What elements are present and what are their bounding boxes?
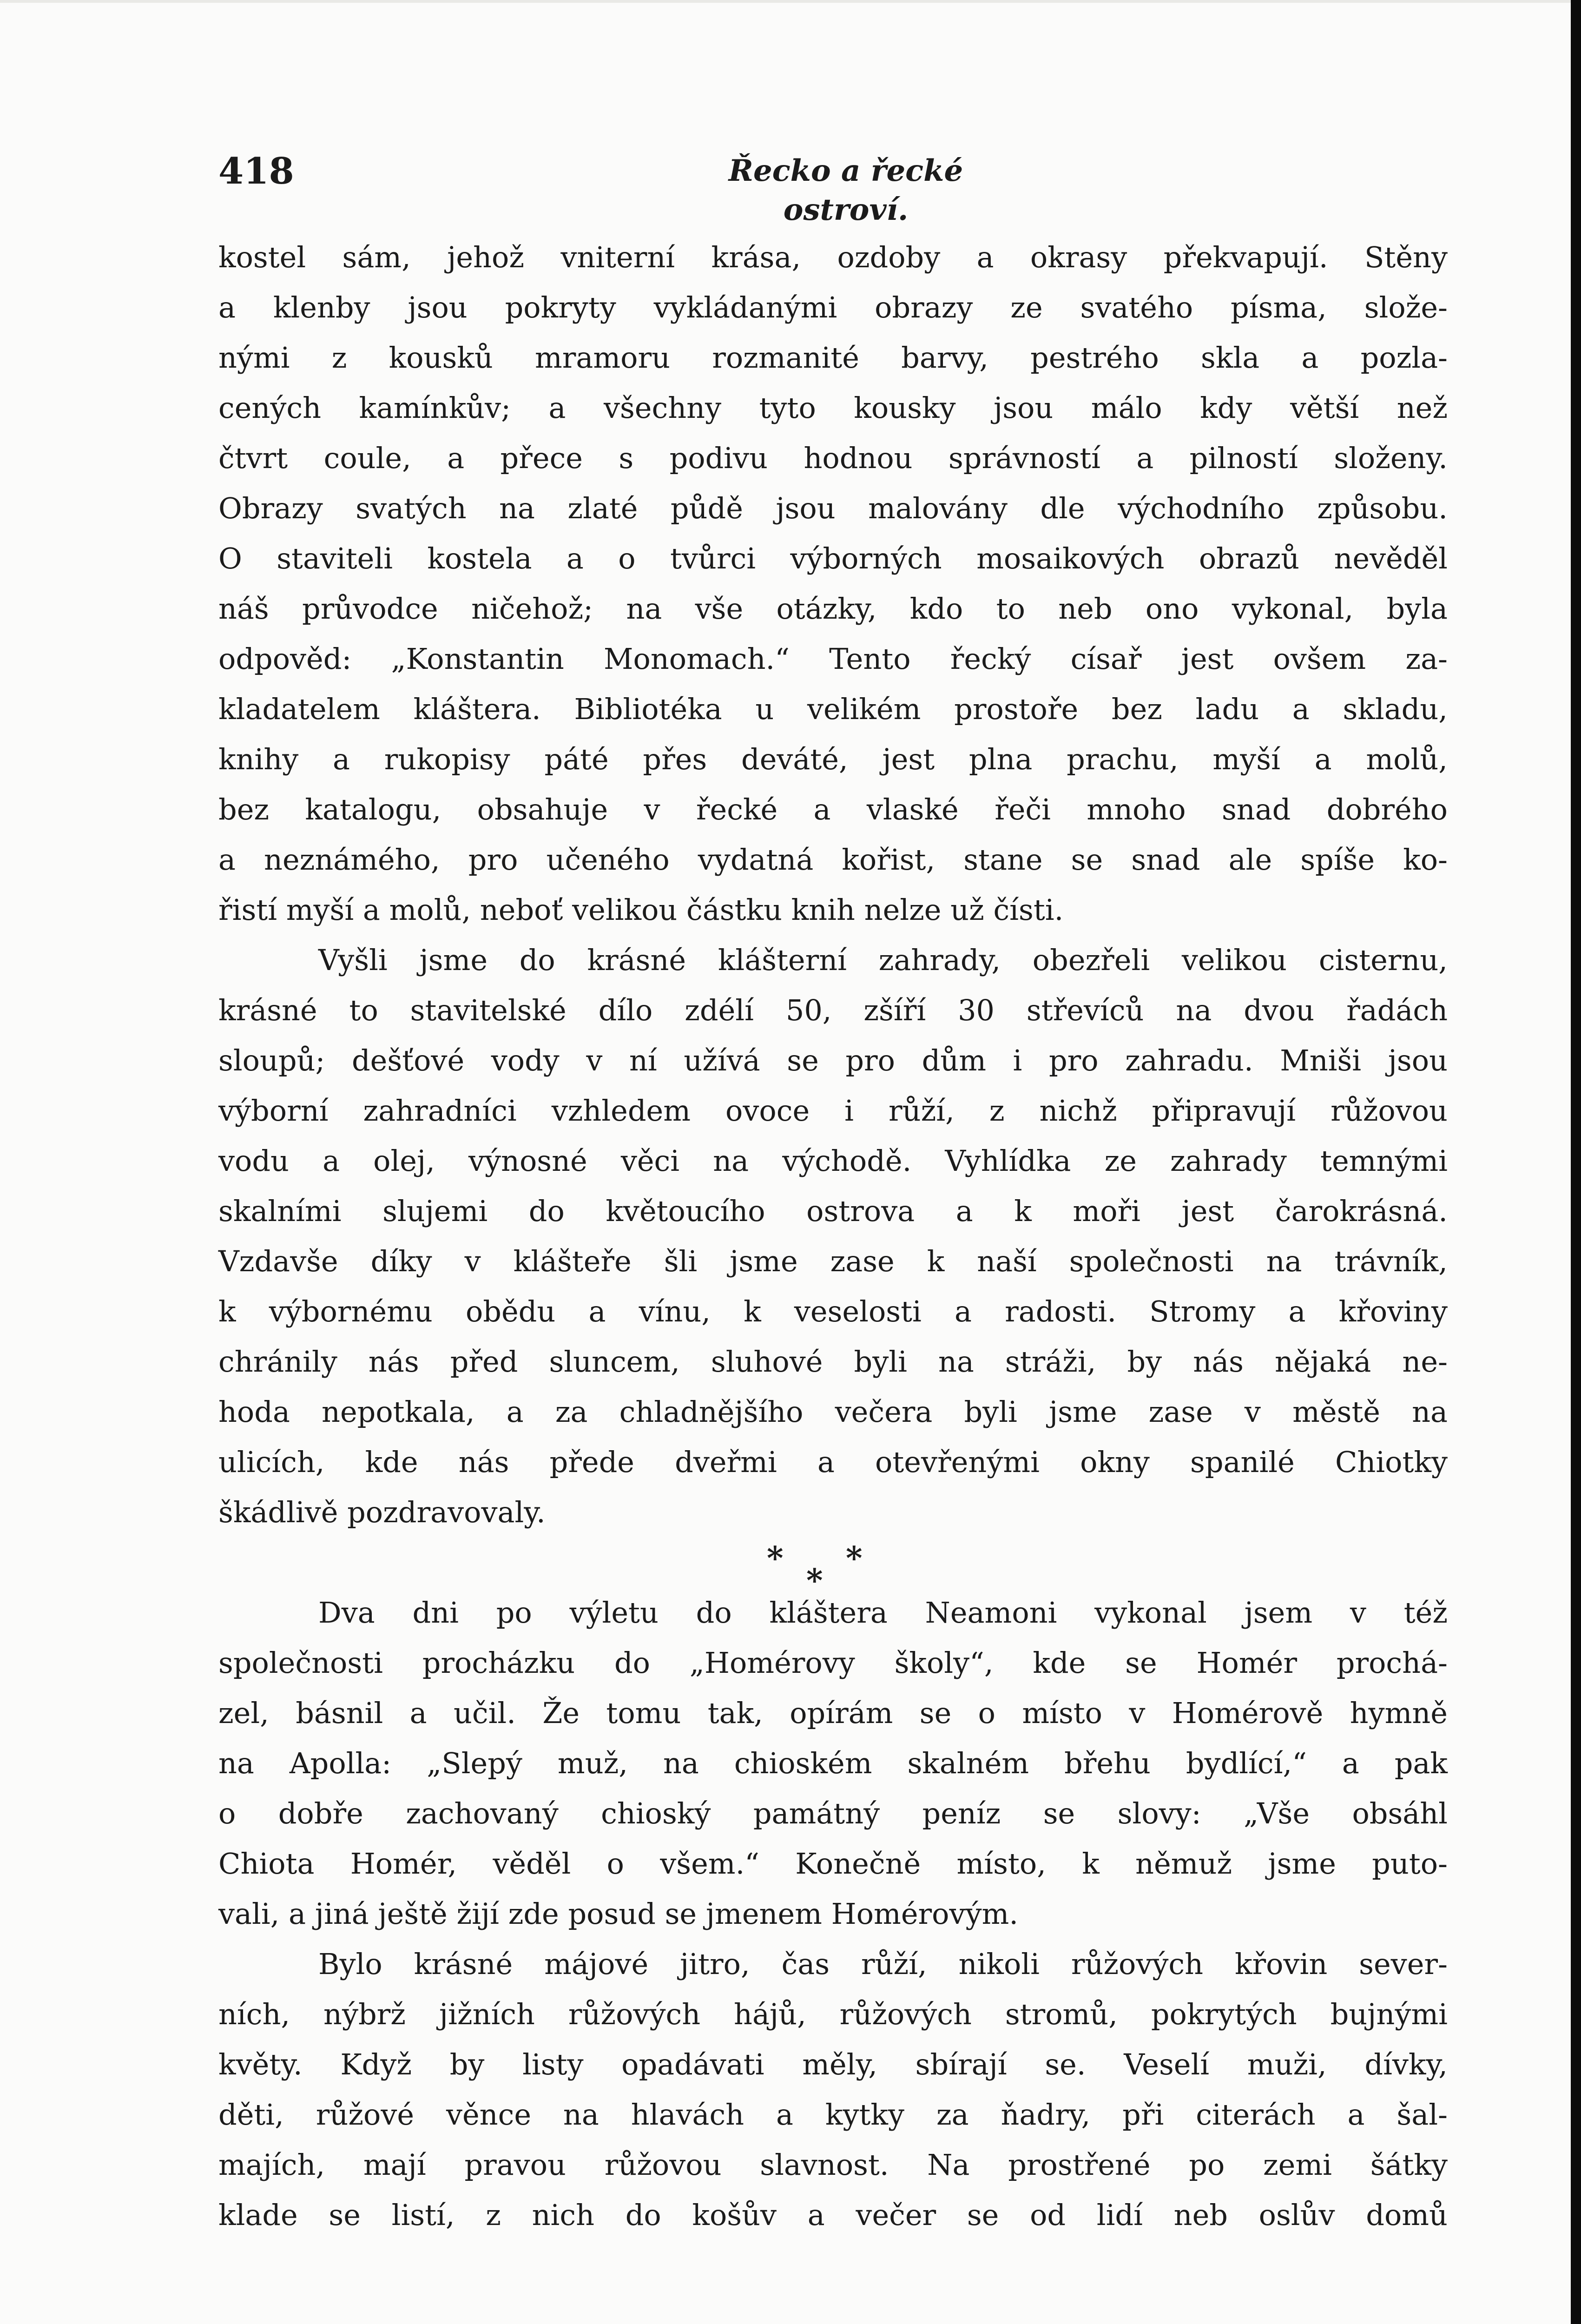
text-line: ulicích, kde nás přede dveřmi a otevřenými okny spanilé Chiotky — [218, 1445, 1448, 1479]
text-line: výborní zahradníci vzhledem ovoce i růží, z nichž připravují růžovou — [218, 1094, 1448, 1128]
page-number: 418 — [218, 150, 294, 192]
text-line: majích, mají pravou růžovou slavnost. Na prostřené po zemi šátky — [218, 2148, 1448, 2182]
text-line: a neznámého, pro učeného vydatná kořist, stane se snad ale spíše ko- — [218, 843, 1448, 877]
text-line: skalními slujemi do květoucího ostrova a k moři jest čarokrásná. — [218, 1194, 1448, 1228]
page-header — [218, 147, 1448, 227]
text-line: Bylo krásné májové jitro, čas růží, nikoli růžových křovin sever- — [318, 1947, 1448, 1981]
asterisk: * — [806, 1562, 823, 1599]
text-line: krásné to stavitelské dílo zdélí 50, zšíří 30 střevíců na dvou řadách — [218, 993, 1448, 1027]
text-line: cených kamínkův; a všechny tyto kousky jsou málo kdy větší než — [218, 391, 1448, 425]
text-line: odpověd: „Konstantin Monomach.“ Tento řecký císař jest ovšem za- — [218, 642, 1448, 676]
page-right-edge — [1571, 0, 1581, 2324]
text-line: O staviteli kostela a o tvůrci výborných mosaikových obrazů nevěděl — [218, 541, 1448, 575]
text-line: řistí myší a molů, neboť velikou částku knih nelze už čísti. — [218, 893, 1064, 927]
section-separator — [218, 1538, 1448, 1599]
text-line: kostel sám, jehož vniterní krása, ozdoby a okrasy překvapují. Stěny — [218, 240, 1448, 274]
text-line: nými z kousků mramoru rozmanité barvy, pestrého skla a pozla- — [218, 341, 1448, 375]
text-line: knihy a rukopisy páté přes deváté, jest plna prachu, myší a molů, — [218, 742, 1448, 776]
text-line: klade se listí, z nich do košův a večer se od lidí neb oslův domů — [218, 2198, 1448, 2232]
text-line: kladatelem kláštera. Bibliotéka u velikém prostoře bez ladu a skladu, — [218, 692, 1448, 726]
text-line: společnosti procházku do „Homérovy školy“, kde se Homér prochá- — [218, 1646, 1448, 1680]
text-line: hoda nepotkala, a za chladnějšího večera byli jsme zase v městě na — [218, 1395, 1448, 1429]
text-line: zel, básnil a učil. Že tomu tak, opírám se o místo v Homérově hymně — [218, 1696, 1448, 1730]
text-line: Dva dni po výletu do kláštera Neamoni vykonal jsem v též — [318, 1596, 1448, 1630]
text-line: náš průvodce ničehož; na vše otázky, kdo to neb ono vykonal, byla — [218, 592, 1448, 626]
text-line: a klenby jsou pokryty vykládanými obrazy ze svatého písma, slože- — [218, 290, 1448, 324]
asterisk: * — [846, 1540, 863, 1577]
text-line: ních, nýbrž jižních růžových hájů, růžových stromů, pokrytých bujnými — [218, 1997, 1448, 2031]
text-line: sloupů; dešťové vody v ní užívá se pro dům i pro zahradu. Mniši jsou — [218, 1043, 1448, 1077]
running-title: Řecko a řecké ostroví. — [728, 153, 963, 227]
text-line: Vzdavše díky v klášteře šli jsme zase k naší společnosti na trávník, — [218, 1244, 1448, 1278]
text-line: čtvrt coule, a přece s podivu hodnou správností a pilností složeny. — [218, 441, 1448, 475]
text-line: škádlivě pozdravovaly. — [218, 1495, 546, 1529]
text-line: děti, růžové věnce na hlavách a kytky za ňadry, při citerách a šal- — [218, 2098, 1448, 2132]
page-top-edge — [0, 0, 1581, 3]
text-line: květy. Když by listy opadávati měly, sbírají se. Veselí muži, dívky, — [218, 2047, 1448, 2081]
asterisk: * — [767, 1540, 784, 1577]
text-line: chránily nás před sluncem, sluhové byli na stráži, by nás nějaká ne- — [218, 1345, 1448, 1379]
text-line: Chiota Homér, věděl o všem.“ Konečně místo, k němuž jsme puto- — [218, 1847, 1448, 1881]
text-line: Vyšli jsme do krásné klášterní zahrady, obezřeli velikou cisternu, — [318, 943, 1448, 977]
text-line: Obrazy svatých na zlaté půdě jsou malovány dle východního způsobu. — [218, 491, 1448, 525]
text-line: k výbornému obědu a vínu, k veselosti a radosti. Stromy a křoviny — [218, 1294, 1448, 1328]
text-line: vali, a jiná ještě žijí zde posud se jmenem Homérovým. — [218, 1897, 1019, 1931]
text-line: o dobře zachovaný chioský památný peníz se slovy: „Vše obsáhl — [218, 1796, 1448, 1830]
text-line: vodu a olej, výnosné věci na východě. Vyhlídka ze zahrady temnými — [218, 1144, 1448, 1178]
text-line: bez katalogu, obsahuje v řecké a vlaské řeči mnoho snad dobrého — [218, 792, 1448, 826]
text-line: na Apolla: „Slepý muž, na chioském skalném břehu bydlící,“ a pak — [218, 1746, 1448, 1780]
body-text — [218, 232, 1448, 2240]
